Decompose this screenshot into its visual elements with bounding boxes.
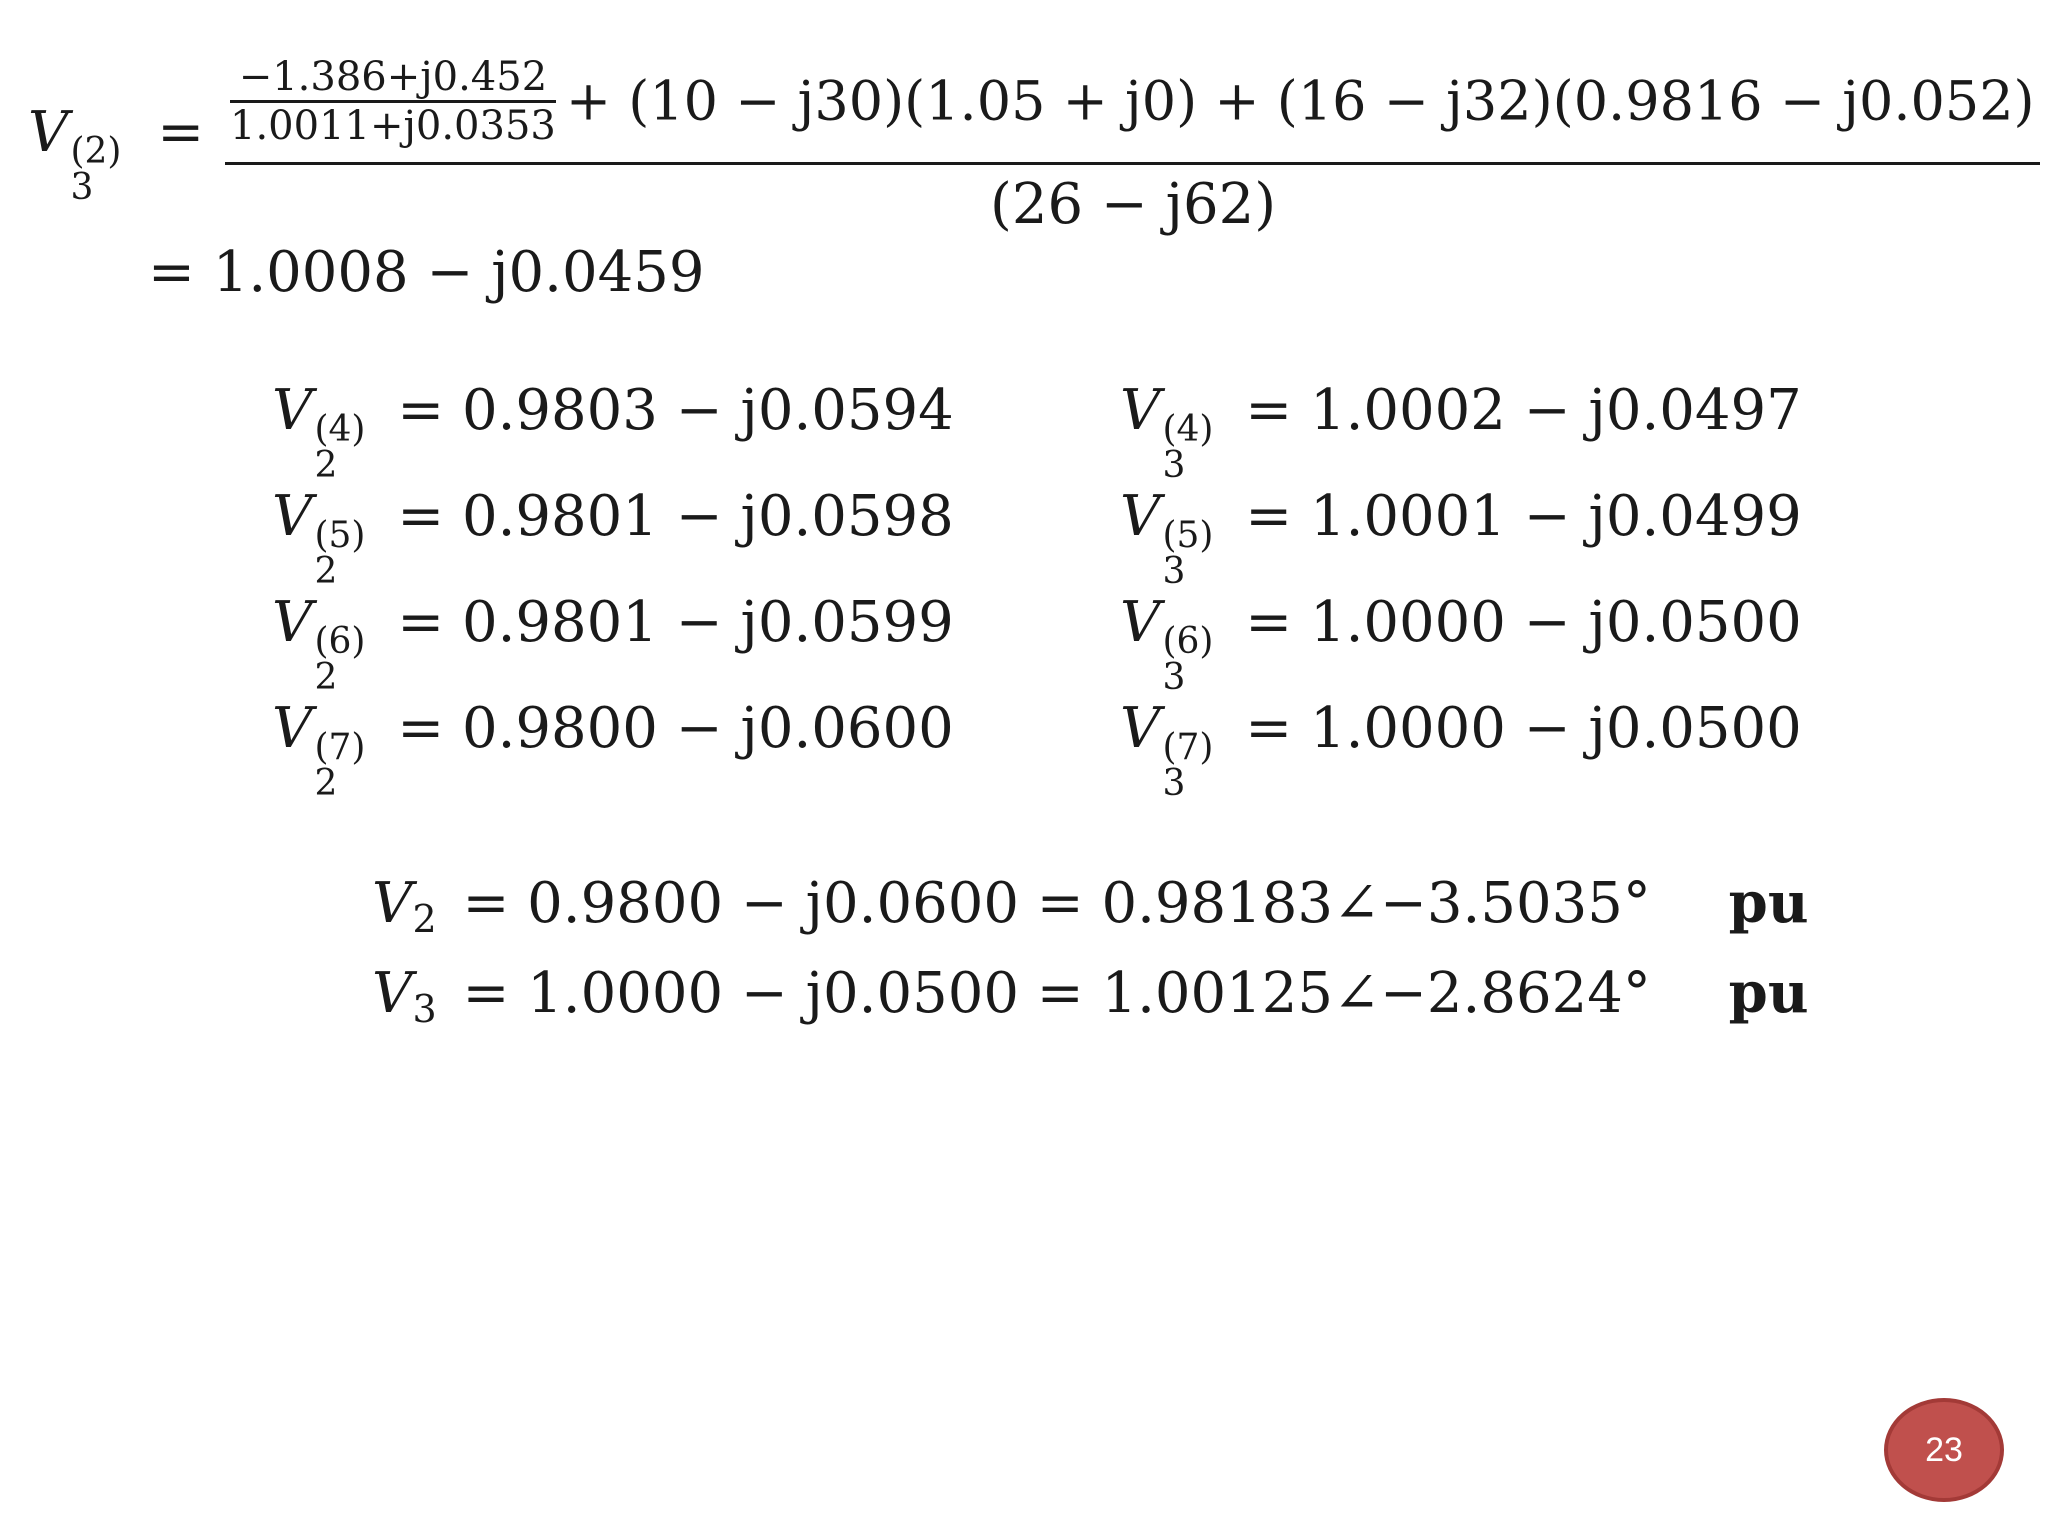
inner-fraction	[230, 56, 556, 147]
v3-indices	[1162, 409, 1214, 486]
lhs-equals: =	[157, 100, 205, 165]
v3-iteration-row	[1120, 590, 1802, 696]
final-value: = 1.0000 − j0.0500 = 1.00125∠−2.8624°	[462, 961, 1651, 1026]
v2-indices	[314, 727, 366, 804]
iteration-value: = 0.9800 − j0.0600	[397, 696, 954, 761]
top-eq-numerator	[230, 56, 2035, 147]
final-subscript: 2	[412, 897, 437, 941]
lhs-indices	[70, 131, 122, 208]
iteration-subscript: 3	[1162, 763, 1186, 804]
iteration-value: = 0.9801 − j0.0599	[397, 590, 954, 655]
v2-variable: V	[272, 378, 313, 443]
lhs-subscript: 3	[70, 167, 94, 208]
top-eq-denominator: (26 − j62)	[990, 172, 1277, 237]
iteration-superscript: (6)	[314, 621, 366, 662]
final-variable: V	[372, 961, 413, 1026]
v3-variable: V	[1120, 378, 1161, 443]
iteration-value: = 1.0002 − j0.0497	[1245, 378, 1802, 443]
v2-indices	[314, 621, 366, 698]
iteration-superscript: (5)	[1162, 515, 1214, 556]
iteration-superscript: (7)	[314, 727, 366, 768]
v3-indices	[1162, 621, 1214, 698]
v3-iteration-row	[1120, 484, 1802, 590]
iteration-superscript: (6)	[1162, 621, 1214, 662]
iteration-subscript: 2	[314, 551, 338, 592]
iteration-value: = 1.0001 − j0.0499	[1245, 484, 1802, 549]
final-subscript: 3	[412, 987, 437, 1031]
v2-variable: V	[272, 484, 313, 549]
v2-iteration-row	[272, 378, 954, 484]
final-result-v3	[372, 960, 1809, 1031]
final-unit: pu	[1728, 870, 1809, 936]
numerator-terms: + (10 − j30)(1.05 + j0) + (16 − j32)(0.9816 − j0.052)	[565, 69, 2035, 133]
iteration-superscript: (7)	[1162, 727, 1214, 768]
v2-iteration-row	[272, 590, 954, 696]
v2-variable: V	[272, 696, 313, 761]
v3-iteration-row	[1120, 378, 1802, 484]
iteration-subscript: 3	[1162, 445, 1186, 486]
iteration-value: = 1.0000 − j0.0500	[1245, 590, 1802, 655]
iteration-subscript: 3	[1162, 657, 1186, 698]
iteration-value: = 0.9803 − j0.0594	[397, 378, 954, 443]
v2-variable: V	[272, 590, 313, 655]
final-value: = 0.9800 − j0.0600 = 0.98183∠−3.5035°	[462, 871, 1651, 936]
v2-indices	[314, 409, 366, 486]
iteration-subscript: 2	[314, 763, 338, 804]
final-result-v2	[372, 870, 1809, 941]
v3-variable: V	[1120, 484, 1161, 549]
page-number: 23	[1925, 1430, 1963, 1469]
v2-indices	[314, 515, 366, 592]
lhs-superscript: (2)	[70, 131, 122, 172]
inner-fraction-numerator: −1.386+j0.452	[230, 56, 556, 103]
lhs-variable: V	[28, 100, 69, 165]
final-unit: pu	[1728, 960, 1809, 1026]
v3-variable: V	[1120, 590, 1161, 655]
v2-iteration-row	[272, 696, 954, 802]
v3-indices	[1162, 727, 1214, 804]
fraction-bar	[225, 162, 2040, 165]
iteration-superscript: (4)	[314, 409, 366, 450]
iteration-superscript: (5)	[314, 515, 366, 556]
final-variable: V	[372, 871, 413, 936]
iteration-value: = 0.9801 − j0.0598	[397, 484, 954, 549]
iteration-superscript: (4)	[1162, 409, 1214, 450]
iteration-subscript: 3	[1162, 551, 1186, 592]
page-number-badge	[1884, 1398, 2004, 1502]
iteration-subscript: 2	[314, 445, 338, 486]
v3-iteration-row	[1120, 696, 1802, 802]
iteration-subscript: 2	[314, 657, 338, 698]
inner-fraction-denominator: 1.0011+j0.0353	[230, 103, 556, 149]
v3-indices	[1162, 515, 1214, 592]
v2-iteration-row	[272, 484, 954, 590]
top-eq-result: = 1.0008 − j0.0459	[148, 240, 705, 305]
iteration-value: = 1.0000 − j0.0500	[1245, 696, 1802, 761]
v3-variable: V	[1120, 696, 1161, 761]
top-eq-lhs	[28, 100, 204, 206]
